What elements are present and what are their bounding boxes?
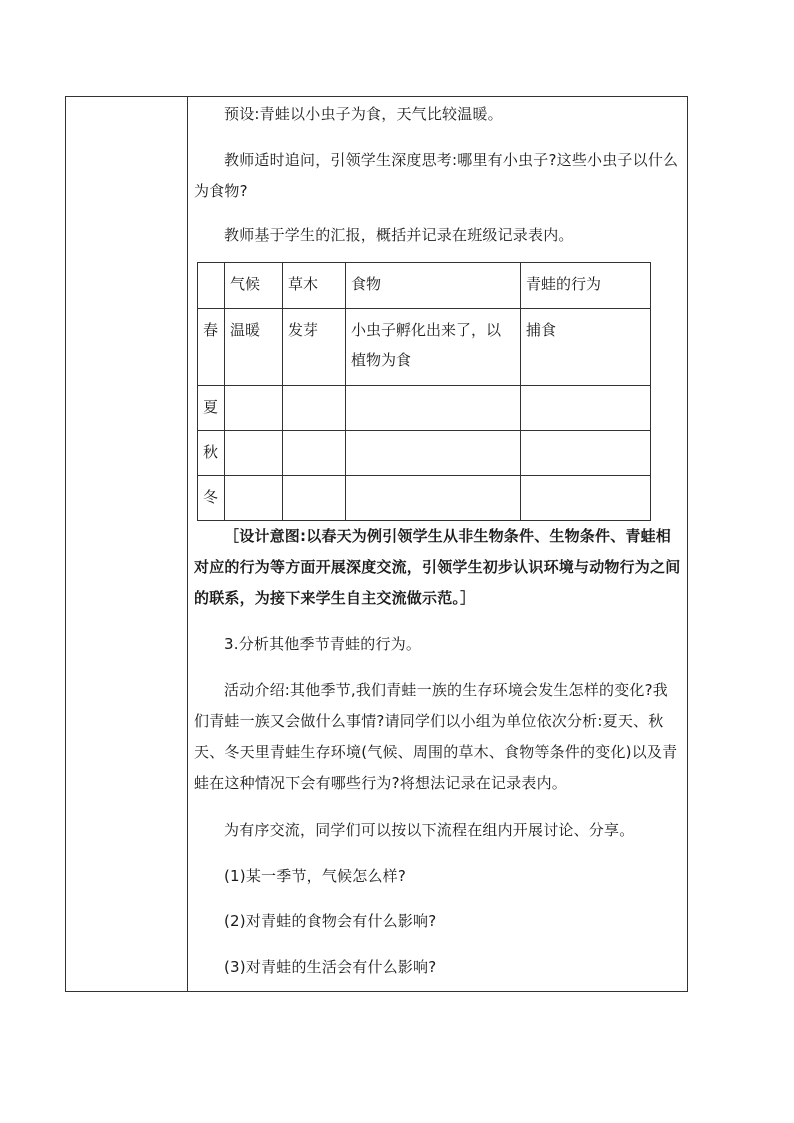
table-cell bbox=[225, 431, 283, 476]
header-cell: 草木 bbox=[283, 263, 346, 309]
table-row bbox=[198, 476, 651, 521]
content-cell bbox=[188, 97, 687, 991]
teacher-summary-paragraph: 教师基于学生的汇报，概括并记录在班级记录表内。 bbox=[224, 226, 574, 244]
header-cell: 青蛙的行为 bbox=[521, 263, 651, 309]
process-step-3: (3)对青蛙的生活会有什么影响? bbox=[224, 958, 437, 976]
table-header-row bbox=[198, 263, 651, 309]
season-cell: 冬 bbox=[198, 476, 225, 521]
table-row bbox=[198, 309, 651, 386]
section-heading: 3.分析其他季节青蛙的行为。 bbox=[224, 635, 422, 653]
table-cell bbox=[283, 431, 346, 476]
header-cell bbox=[198, 263, 225, 309]
table-cell bbox=[283, 476, 346, 521]
preset-paragraph: 预设:青蛙以小虫子为食，天气比较温暖。 bbox=[224, 105, 503, 123]
process-step-1: (1)某一季节，气候怎么样? bbox=[224, 867, 407, 885]
table-cell bbox=[521, 431, 651, 476]
table-cell bbox=[521, 476, 651, 521]
activity-intro-paragraph: 活动介绍:其他季节,我们青蛙一族的生存环境会发生怎样的变化?我们青蛙一族又会做什么事情?请同学们以小组为单位依次分析:夏天、秋天、冬天里青蛙生存环境(气候、周围的草木、食物等条件的变化)以及青蛙在这种情况下会有哪些行为?将想法记录在记录表内。 bbox=[194, 681, 678, 792]
table-cell: 发芽 bbox=[283, 309, 346, 386]
season-cell: 夏 bbox=[198, 386, 225, 431]
header-cell: 食物 bbox=[346, 263, 521, 309]
season-record-table bbox=[197, 262, 651, 521]
table-cell bbox=[225, 476, 283, 521]
left-empty-cell bbox=[66, 97, 188, 991]
header-cell: 气候 bbox=[225, 263, 283, 309]
table-cell bbox=[283, 386, 346, 431]
process-intro-paragraph: 为有序交流，同学们可以按以下流程在组内开展讨论、分享。 bbox=[224, 821, 635, 839]
table-cell bbox=[346, 386, 521, 431]
table-cell: 小虫子孵化出来了，以植物为食 bbox=[346, 309, 521, 386]
table-cell bbox=[521, 386, 651, 431]
season-cell: 春 bbox=[198, 309, 225, 386]
table-row bbox=[198, 386, 651, 431]
table-cell bbox=[225, 386, 283, 431]
process-step-2: (2)对青蛙的食物会有什么影响? bbox=[224, 912, 437, 930]
season-cell: 秋 bbox=[198, 431, 225, 476]
table-cell: 捕食 bbox=[521, 309, 651, 386]
table-cell: 温暖 bbox=[225, 309, 283, 386]
table-cell bbox=[346, 431, 521, 476]
table-cell bbox=[346, 476, 521, 521]
lesson-plan-table bbox=[65, 96, 688, 992]
teacher-question-paragraph: 教师适时追问，引领学生深度思考:哪里有小虫子?这些小虫子以什么为食物? bbox=[194, 151, 679, 200]
design-intent-paragraph: ［设计意图:以春天为例引领学生从非生物条件、生物条件、青蛙相对应的行为等方面开展深度交流，引领学生初步认识环境与动物行为之间的联系，为接下来学生自主交流做示范。］ bbox=[194, 527, 681, 607]
table-row bbox=[198, 431, 651, 476]
